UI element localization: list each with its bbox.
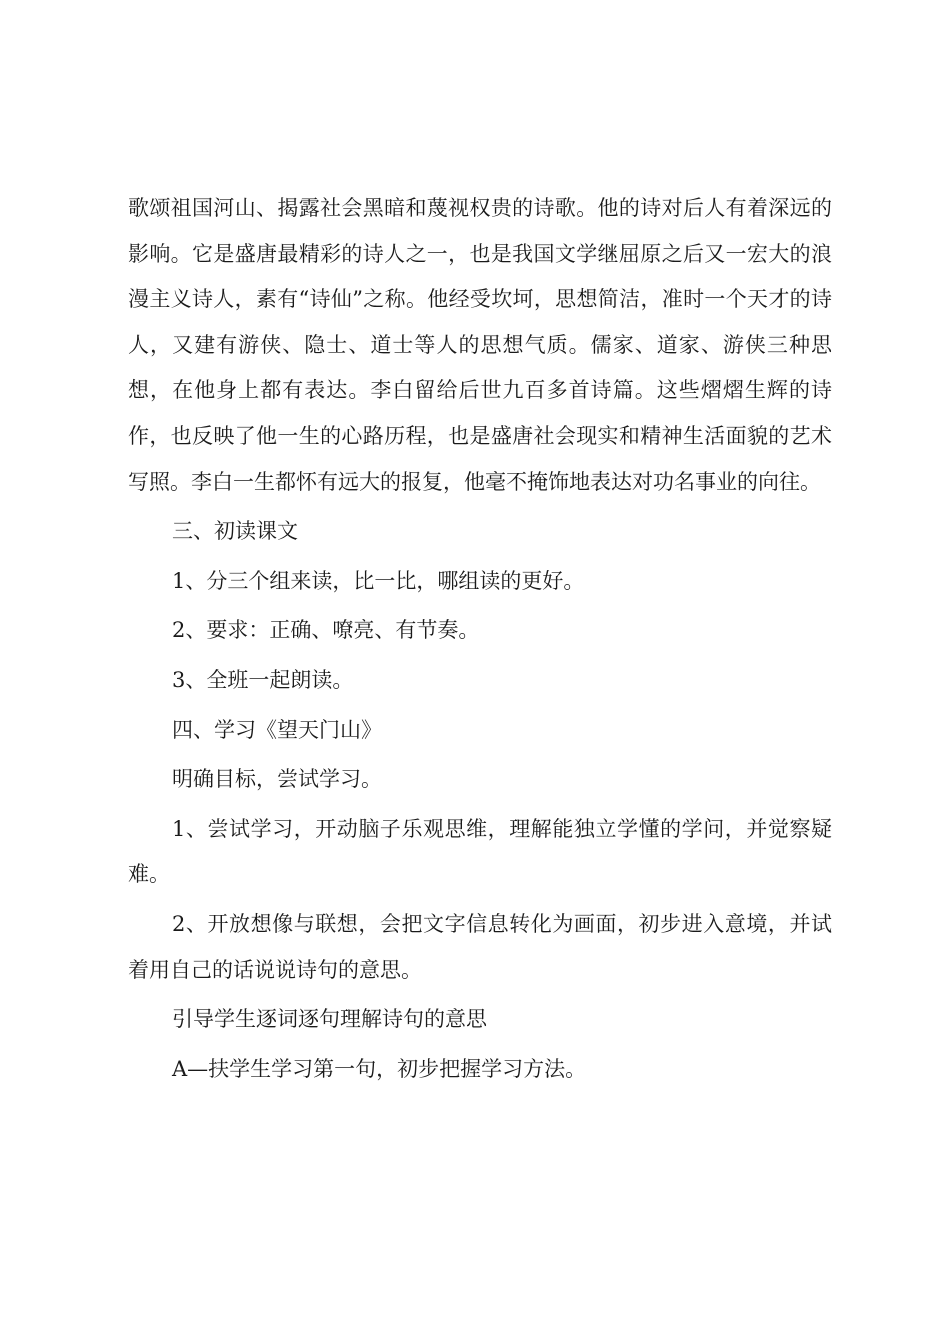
paragraph-li-bai-intro: 歌颂祖国河山、揭露社会黑暗和蔑视权贵的诗歌。他的诗对后人有着深远的影响。它是盛唐最精彩的诗人之一，也是我国文学继屈原之后又一宏大的浪漫主义诗人，素有“诗仙”之称。他经受坎坷，思想简洁，准时一个天才的诗人，又建有游侠、隐士、道士等人的思想气质。儒家、道家、游侠三种思想，在他身上都有表达。李白留给后世九百多首诗篇。这些熠熠生辉的诗作，也反映了他一生的心路历程，也是盛唐社会现实和精神生活面貌的艺术写照。李白一生都怀有远大的报复，他毫不掩饰地表达对功名事业的向往。 (128, 196, 832, 494)
list-item-class-reading: 3、全班一起朗读。 (172, 667, 354, 692)
section-heading-study-poem: 四、学习《望天门山》 (172, 717, 382, 742)
list-item-group-reading: 1、分三个组来读，比一比，哪组读的更好。 (172, 568, 585, 593)
paragraph-goals: 明确目标，尝试学习。 (172, 767, 382, 792)
paragraph-guide-students: 引导学生逐词逐句理解诗句的意思 (172, 1007, 487, 1032)
list-item-requirements: 2、要求：正确、嘹亮、有节奏。 (172, 618, 480, 643)
document-body (128, 186, 832, 1096)
paragraph-first-line-method: A—扶学生学习第一句，初步把握学习方法。 (172, 1056, 587, 1081)
list-item-imagination: 2、开放想像与联想，会把文字信息转化为画面，初步进入意境，并试着用自己的话说说诗句的意思。 (128, 911, 832, 982)
list-item-try-learning: 1、尝试学习，开动脑子乐观思维，理解能独立学懂的学问，并觉察疑难。 (128, 816, 832, 887)
section-heading-first-reading: 三、初读课文 (172, 519, 298, 544)
